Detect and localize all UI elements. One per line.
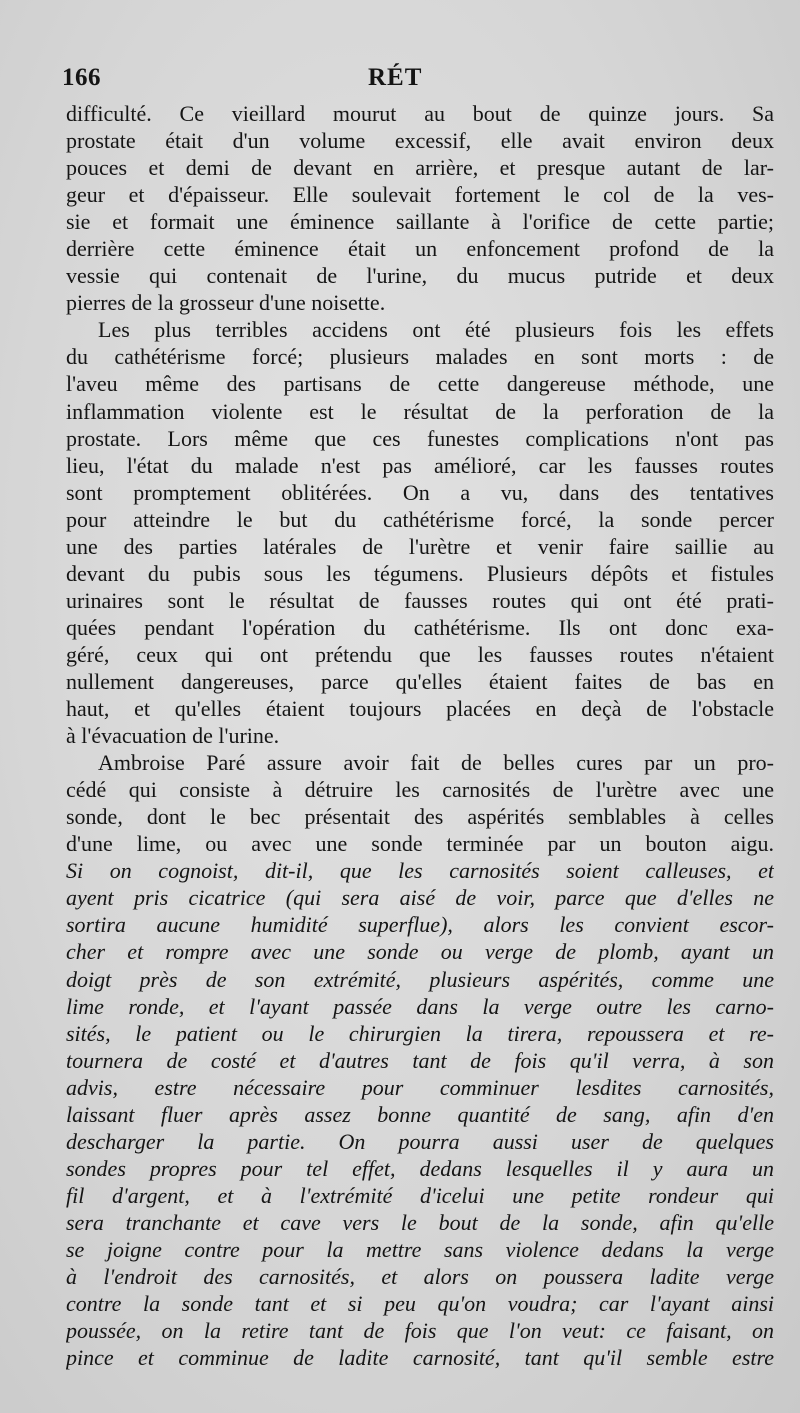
text-line: à l'évacuation de l'urine. [66,723,280,749]
quote-line: ayent pris cicatrice (qui sera aisé de voir, parce que d'elles ne [66,885,774,911]
text-line: difficulté. Ce vieillard mourut au bout de quinze jours. Sa [66,101,774,126]
text-line: l'aveu même des partisans de cette dangereuse méthode, une [66,371,774,397]
text-line: prostate. Lors même que ces funestes complications n'ont pas [66,425,774,451]
text-line: nullement dangereuses, parce qu'elles étaient faites de bas en [66,668,774,694]
text-line: pierres de la grosseur d'une noisette. [66,290,386,316]
quote-line: contre la sonde tant et si peu qu'on voudra; car l'ayant ainsi [66,1291,774,1317]
quote-line: advis, estre nécessaire pour comminuer lesdites carnosités, [66,1074,774,1100]
text-line: d'une lime, ou avec une sonde terminée par un bouton aigu. [66,831,774,857]
text-line: cédé qui consiste à détruire les carnosités de l'urètre avec une [66,777,774,803]
quote-line: pince et comminue de ladite carnosité, tant qu'il semble estre [66,1345,774,1371]
quote-line: sondes propres pour tel effet, dedans lesquelles il y aura un [66,1155,774,1181]
text-line: lieu, l'état du malade n'est pas amélioré, car les fausses routes [66,452,774,478]
text-line: inflammation violente est le résultat de la perforation de la [66,398,774,424]
text-line: haut, et qu'elles étaient toujours placées en deçà de l'obstacle [66,696,774,722]
quote-line: Si on cognoist, dit-il, que les carnosités soient calleuses, et [66,858,774,884]
quote-line: tournera de costé et d'autres tant de fois qu'il verra, à son [66,1047,774,1073]
quote-line: descharger la partie. On pourra aussi user de quelques [66,1128,774,1154]
text-line: derrière cette éminence était un enfoncement profond de la [66,236,774,262]
text-line: sont promptement oblitérées. On a vu, dans des tentatives [66,479,774,505]
text-line: quées pendant l'opération du cathétérisme. Ils ont donc exa- [66,614,774,640]
text-line: devant du pubis sous les tégumens. Plusieurs dépôts et fistules [66,560,774,586]
quote-line: cher et rompre avec une sonde ou verge de plomb, ayant un [66,939,774,965]
paragraph-first-line: Les plus terribles accidens ont été plusieurs fois les effets [98,317,774,343]
text-line: sonde, dont le bec présentait des aspérités semblables à celles [66,804,774,830]
text-line: sie et formait une éminence saillante à l'orifice de cette partie; [66,209,774,235]
text-line: pouces et demi de devant en arrière, et presque autant de lar- [66,155,774,181]
quote-line: à l'endroit des carnosités, et alors on poussera ladite verge [66,1264,774,1290]
quote-line: sera tranchante et cave vers le bout de la sonde, afin qu'elle [66,1209,774,1235]
quote-line: doigt près de son extrémité, plusieurs aspérités, comme une [66,966,774,992]
text-line: urinaires sont le résultat de fausses routes qui ont été prati- [66,587,774,613]
paragraph-first-line: Ambroise Paré assure avoir fait de belles cures par un pro- [98,750,774,776]
running-title: RÉT [368,64,423,91]
body-text [66,100,774,1371]
text-line: geur et d'épaisseur. Elle soulevait fortement le col de la ves- [66,182,774,208]
quote-line: poussée, on la retire tant de fois que l'on veut: ce faisant, on [66,1318,774,1344]
quote-line: sités, le patient ou le chirurgien la tirera, repoussera et re- [66,1020,774,1046]
running-head [62,64,748,98]
text-line: prostate était d'un volume excessif, elle avait environ deux [66,128,774,154]
text-line: pour atteindre le but du cathétérisme forcé, la sonde percer [66,506,774,532]
quote-line: se joigne contre pour la mettre sans violence dedans la verge [66,1236,774,1262]
text-line: géré, ceux qui ont prétendu que les fausses routes n'étaient [66,641,774,667]
page-number: 166 [62,64,101,91]
text-line: du cathétérisme forcé; plusieurs malades en sont morts : de [66,344,774,370]
quote-line: sortira aucune humidité superflue), alors les convient escor- [66,912,774,938]
text-line: une des parties latérales de l'urètre et venir faire saillie au [66,533,774,559]
text-line: vessie qui contenait de l'urine, du mucus putride et deux [66,263,774,289]
quote-line: fil d'argent, et à l'extrémité d'icelui une petite rondeur qui [66,1182,774,1208]
quote-line: laissant fluer après assez bonne quantité de sang, afin d'en [66,1101,774,1127]
quote-line: lime ronde, et l'ayant passée dans la verge outre les carno- [66,993,774,1019]
